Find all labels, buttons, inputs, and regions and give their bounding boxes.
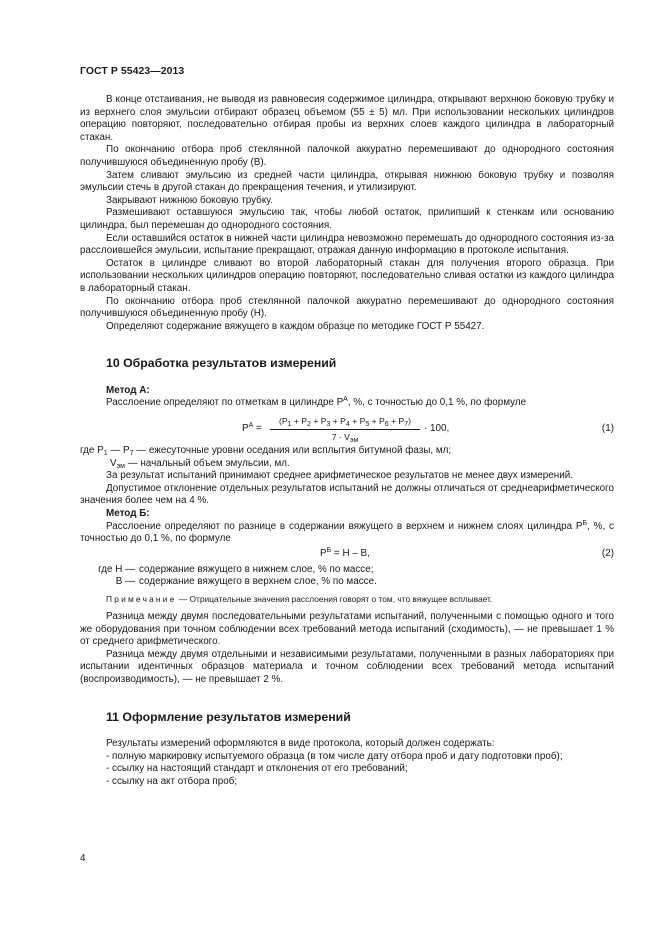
formula-2	[80, 548, 614, 562]
method-a-intro: Расслоение определяют по отметкам в цилиндре $Р^А$, %, с точностью до 0,1 %, по формуле	[106, 396, 527, 409]
equation-number-1: (1)	[601, 423, 614, 435]
definitions-list	[80, 564, 614, 589]
where-line-2: $V_{эм}$ — начальный объем эмульсии, мл.	[110, 457, 290, 470]
definition-row	[80, 576, 614, 589]
paragraph: Результаты измерений оформляются в виде протокола, который должен содержать:	[106, 738, 495, 750]
paragraph: В конце отстаивания, не выводя из равновесия содержимое цилиндра, открывают верхнюю боковую трубку и из верхнего слоя эмульсии отбирают образец объемом (55 ± 5) мл. При использовании нескольких цилиндров операцию повторяют, последовательно отбирая пробы из верхних слоев каждого цилиндра в лабораторный стакан.	[80, 94, 614, 143]
paragraph: Размешивают оставшуюся эмульсию так, чтобы любой остаток, прилипший к стенкам или основанию цилиндра, был перемешан до однородного состояния.	[80, 207, 614, 231]
where-line-1: где $Р_1$ — $Р_7$ — ежесуточные уровни оседания или всплытия битумной фазы, мл;	[80, 445, 452, 458]
definition-text: содержание вяжущего в нижнем слое, % по массе;	[139, 563, 374, 575]
formula-1-denominator: $7 \cdot V_{эм}$	[331, 431, 359, 444]
equation-number-2: (2)	[601, 547, 614, 559]
formula-2-body: $Р^Б = Н - В$,	[320, 546, 370, 559]
paragraph: Остаток в цилиндре сливают во второй лабораторный стакан для получения второго образца. При использовании нескольких цилиндров операцию повторяют, последовательно сливая остатки из каждого цилиндра в лабораторный стакан.	[80, 257, 614, 294]
formula-1-numerator: $(P_1 + P_2 + P_3 + P_4 + P_5 + P_6 + P_7)$	[270, 415, 420, 430]
page-number: 4	[80, 853, 86, 864]
formula-1-fraction	[270, 415, 420, 443]
paragraph: Допустимое отклонение отдельных результатов испытаний не должны отличаться от среднеарифметического значения более чем на 4 %.	[80, 482, 614, 507]
document-header: ГОСТ Р 55423—2013	[80, 66, 185, 77]
formula-1	[80, 413, 614, 443]
paragraph: Разница между двумя отдельными и независимыми результатами, полученными в разных лабораториях при испытании идентичных образцов материала и точном соблюдении всех требований метода испытаний (воспроизводимость), — не превышает 2 %.	[80, 648, 614, 685]
paragraph: Разница между двумя последовательными результатами испытаний, полученными с помощью одного и того же оборудования при точном соблюдении всех требований метода испытаний (сходимость), — не превышает 1 % от среднего арифметического.	[80, 611, 614, 648]
note-label: Примечание	[106, 594, 177, 604]
document-body	[80, 94, 614, 789]
formula-1-rhs: · 100,	[424, 423, 450, 435]
paragraph: Закрывают нижнюю боковую трубку.	[106, 194, 273, 206]
formula-1-lhs: $Р^А$ =	[242, 422, 262, 435]
note	[80, 593, 614, 605]
method-a-label: Метод А:	[106, 384, 150, 396]
section-heading-10: 10 Обработка результатов измерений	[106, 356, 337, 371]
paragraph: По окончанию отбора проб стеклянной палочкой аккуратно перемешивают до однородного состояния получившуюся объединенную пробу (В).	[80, 144, 614, 168]
list-item: - полную маркировку испытуемого образца (в том числе дату отбора проб и дату подготовки проб);	[106, 750, 563, 762]
paragraph: За результат испытаний принимают среднее арифметическое результатов не менее двух измерений.	[106, 470, 573, 482]
paragraph: Если оставшийся остаток в нижней части цилиндра невозможно перемешать до однородного состояния из-за расслоившейся эмульсии, испытание прекращают, отражая данную информацию в протоколе испытания.	[80, 232, 614, 257]
paragraph: Затем сливают эмульсию из средней части цилиндра, открывая нижнюю боковую трубку и позволяя эмульсии стечь в другой стакан до прекращения течения, и утилизируют.	[80, 169, 614, 194]
list-item: - ссылку на акт отбора проб;	[106, 775, 238, 787]
method-b-intro: Расслоение определяют по разнице в содержании вяжущего в верхнем и нижнем слоях цилиндра $Р^Б$, %, с точностью до 0,1 %, по формуле	[80, 519, 614, 545]
note-text: — Отрицательные значения расслоения говорят о том, что вяжущее всплывает.	[176, 594, 493, 604]
definition-term: В —	[115, 576, 135, 588]
paragraph: По окончанию отбора проб стеклянной палочкой аккуратно перемешивают до однородного состояния получившуюся объединенную пробу (Н).	[80, 295, 614, 320]
document-page	[80, 0, 614, 936]
definition-term: где Н —	[98, 563, 135, 575]
definition-row	[80, 564, 614, 577]
list-item: - ссылку на настоящий стандарт и отклонения от его требований;	[106, 763, 408, 775]
section-heading-11: 11 Оформление результатов измерений	[106, 709, 351, 724]
definition-text: содержание вяжущего в верхнем слое, % по массе.	[139, 576, 377, 588]
paragraph: Определяют содержание вяжущего в каждом образце по методике ГОСТ Р 55427.	[106, 320, 485, 332]
method-b-label: Метод Б:	[106, 508, 150, 520]
